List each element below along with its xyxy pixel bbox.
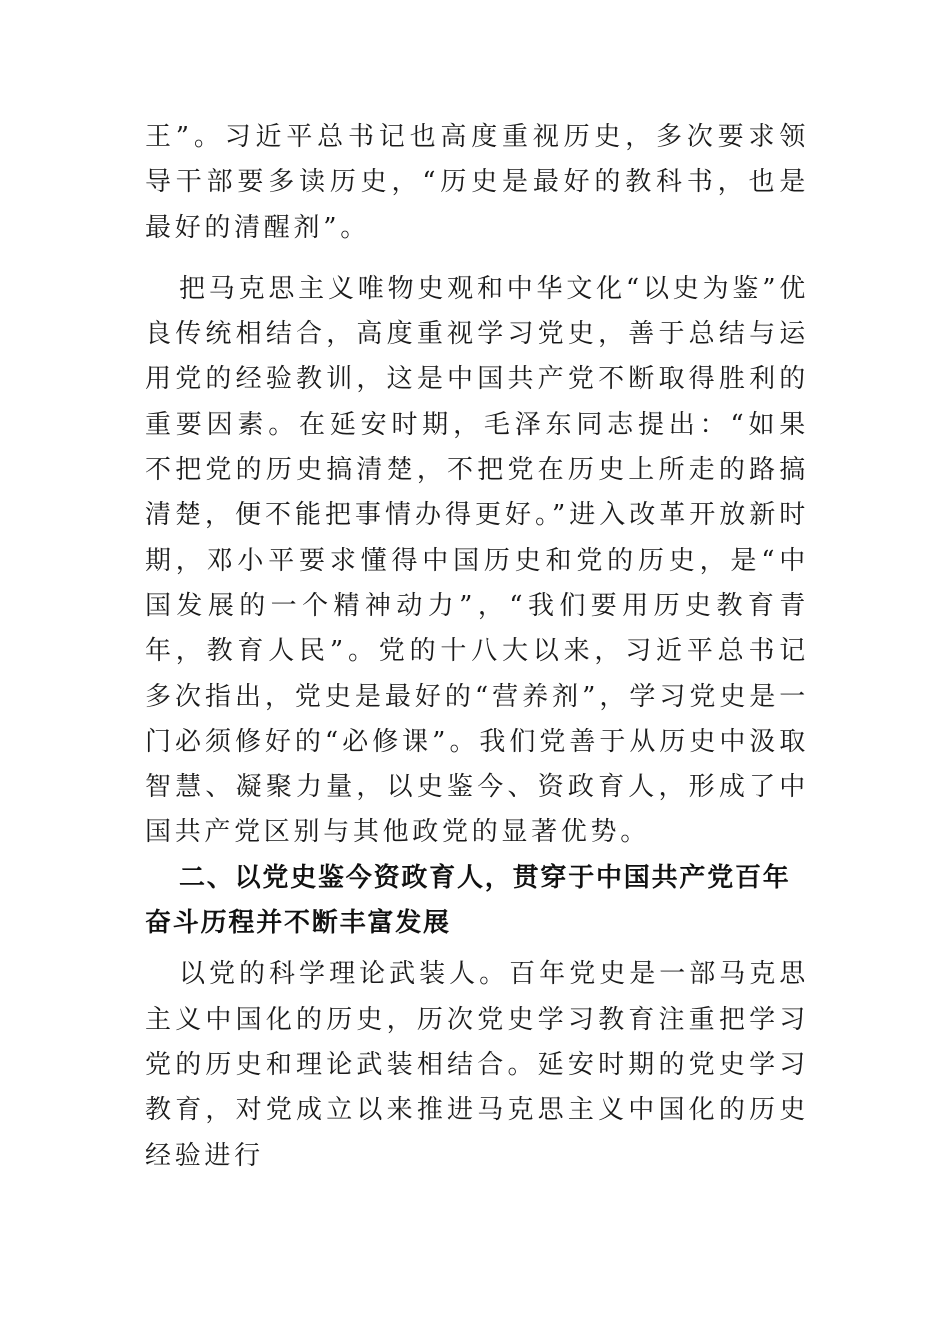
section-heading: 二、以党史鉴今资政育人，贯穿于中国共产党百年奋斗历程并不断丰富发展 bbox=[145, 862, 791, 939]
paragraph-continuation: 王”。习近平总书记也高度重视历史，多次要求领导干部要多读历史，“历史是最好的教科书，也是最好的清醒剂”。 bbox=[145, 122, 809, 243]
paragraph-theory-armament: 以党的科学理论武装人。百年党史是一部马克思主义中国化的历史，历次党史学习教育注重把学习党的历史和理论武装相结合。延安时期的党史学习教育，对党成立以来推进马克思主义中国化的历史经验进行 bbox=[145, 959, 809, 1171]
document-body bbox=[145, 115, 809, 1179]
paragraph-party-history-tradition: 把马克思主义唯物史观和中华文化“以史为鉴”优良传统相结合，高度重视学习党史，善于总结与运用党的经验教训，这是中国共产党不断取得胜利的重要因素。在延安时期，毛泽东同志提出：“如果不把党的历史搞清楚，不把党在历史上所走的路搞清楚，便不能把事情办得更好。”进入改革开放新时期，邓小平要求懂得中国历史和党的历史，是“中国发展的一个精神动力”，“我们要用历史教育青年，教育人民”。党的十八大以来，习近平总书记多次指出，党史是最好的“营养剂”，学习党史是一门必须修好的“必修课”。我们党善于从历史中汲取智慧、凝聚力量，以史鉴今、资政育人，形成了中国共产党区别与其他政党的显著优势。 bbox=[145, 273, 809, 848]
